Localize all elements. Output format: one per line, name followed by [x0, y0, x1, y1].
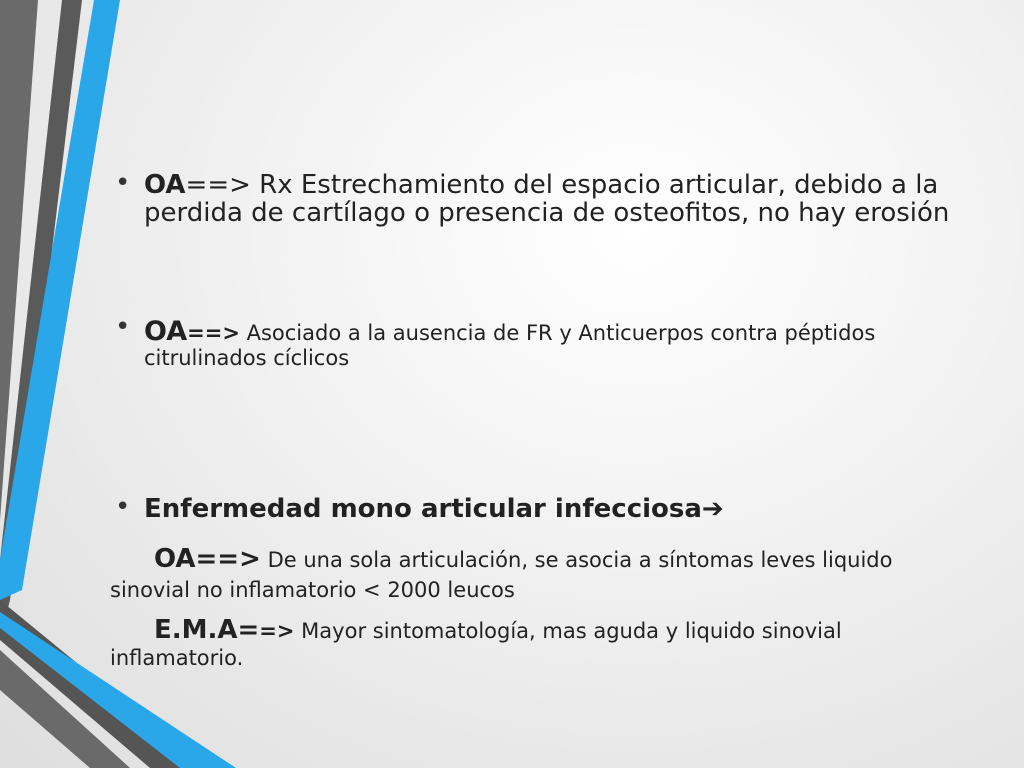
paragraph-2-lead: E.M.A= — [154, 615, 260, 645]
bullet-marker: • — [115, 312, 131, 342]
bullet-1-arrow: ==> — [185, 170, 251, 200]
paragraph-2-arrow: => — [259, 619, 295, 643]
bullet-2-arrow: ==> — [187, 321, 240, 345]
bullet-marker: • — [115, 492, 131, 522]
paragraph-2 — [110, 616, 930, 670]
paragraph-1-body: De una sola articulación, se asocia a síntomas leves liquido sinovial no inflamatorio < 2000 leucos — [110, 548, 893, 602]
bullet-2-body: Asociado a la ausencia de FR y Anticuerpos contra péptidos citrulinados cíclicos — [144, 321, 876, 370]
paragraph-1-lead: OA==> — [154, 544, 261, 574]
bullet-marker: • — [115, 168, 131, 198]
paragraph-1 — [110, 543, 955, 604]
bullet-2-text — [144, 318, 954, 369]
paragraph-2-body: Mayor sintomatología, mas aguda y liquido sinovial inflamatorio. — [110, 619, 842, 670]
bullet-2-lead: OA — [144, 316, 188, 347]
bullet-1-text — [144, 172, 964, 228]
bullet-3-heading — [144, 496, 944, 524]
bullet-1-body: Rx Estrechamiento del espacio articular, debido a la perdida de cartílago o presencia de osteofitos, no hay erosión — [144, 170, 950, 228]
bullet-1-lead: OA — [144, 170, 186, 200]
bullet-3-heading-text: Enfermedad mono articular infecciosa — [144, 494, 702, 524]
arrow-right-icon: ➔ — [701, 494, 724, 524]
